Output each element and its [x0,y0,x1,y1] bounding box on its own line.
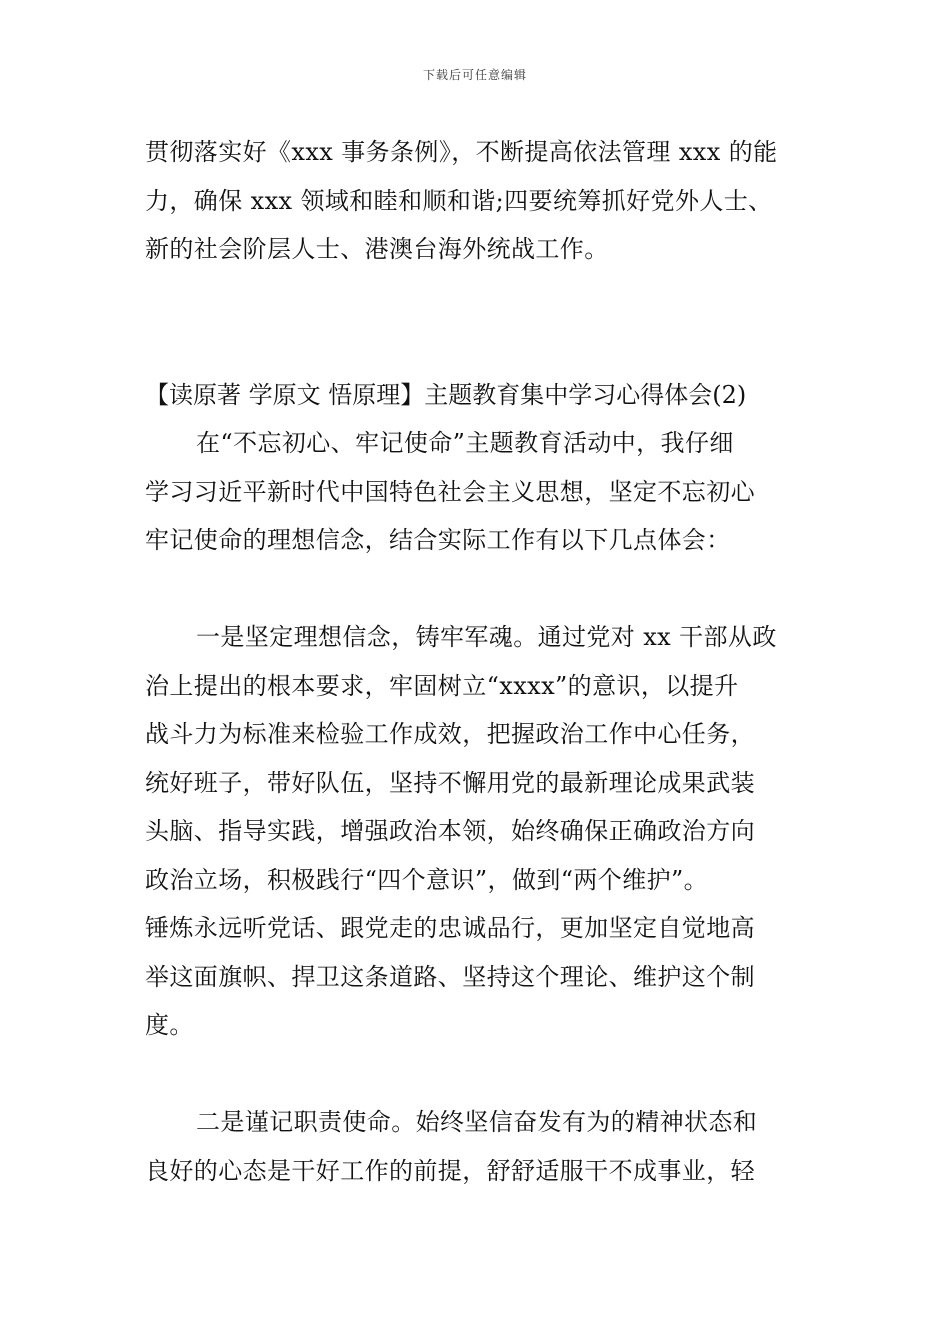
spacer [145,274,810,371]
section-title: 【读原著 学原文 悟原理】主题教育集中学习心得体会(2) [145,380,747,409]
text-line: 力，确保 xxx 领域和睦和顺和谐;四要统筹抓好党外人士、 [145,186,773,215]
text-line: 学习习近平新时代中国特色社会主义思想，坚定不忘初心 [145,477,755,506]
text-line: 牢记使命的理想信念，结合实际工作有以下几点体会： [145,526,731,554]
text-line: 二是谨记职责使命。始终坚信奋发有为的精神状态和 [196,1108,758,1136]
text-line: 良好的心态是干好工作的前提，舒舒适服干不成事业，轻 [145,1156,755,1185]
text-line: 举这面旗帜、捍卫这条道路、坚持这个理论、维护这个制 [145,962,755,991]
text-line: 锤炼永远听党话、跟党走的忠诚品行，更加坚定自觉地高 [145,914,755,942]
text-line: 政治立场，积极践行“四个意识”，做到“两个维护”。 [145,865,709,894]
text-line: 贯彻落实好《xxx 事务条例》，不断提高依法管理 xxx 的能 [145,138,778,166]
page-header: 下载后可任意编辑 [422,68,527,82]
text-line: 一是坚定理想信念，铸牢军魂。通过党对 xx 干部从政 [196,623,777,651]
text-line: 治上提出的根本要求，牢固树立“xxxx”的意识，以提升 [145,671,739,700]
text-line: 在“不忘初心、牢记使命”主题教育活动中，我仔细 [196,429,734,457]
document-body [145,128,810,1195]
spacer [145,565,810,614]
text-line: 战斗力为标准来检验工作成效，把握政治工作中心任务， [145,720,755,748]
text-line: 新的社会阶层人士、港澳台海外统战工作。 [145,235,609,263]
spacer [145,1050,810,1099]
text-line: 统好班子，带好队伍，坚持不懈用党的最新理论成果武装 [145,768,755,797]
text-line: 头脑、指导实践，增强政治本领，始终确保正确政治方向 [145,817,755,845]
text-line: 度。 [145,1011,194,1039]
